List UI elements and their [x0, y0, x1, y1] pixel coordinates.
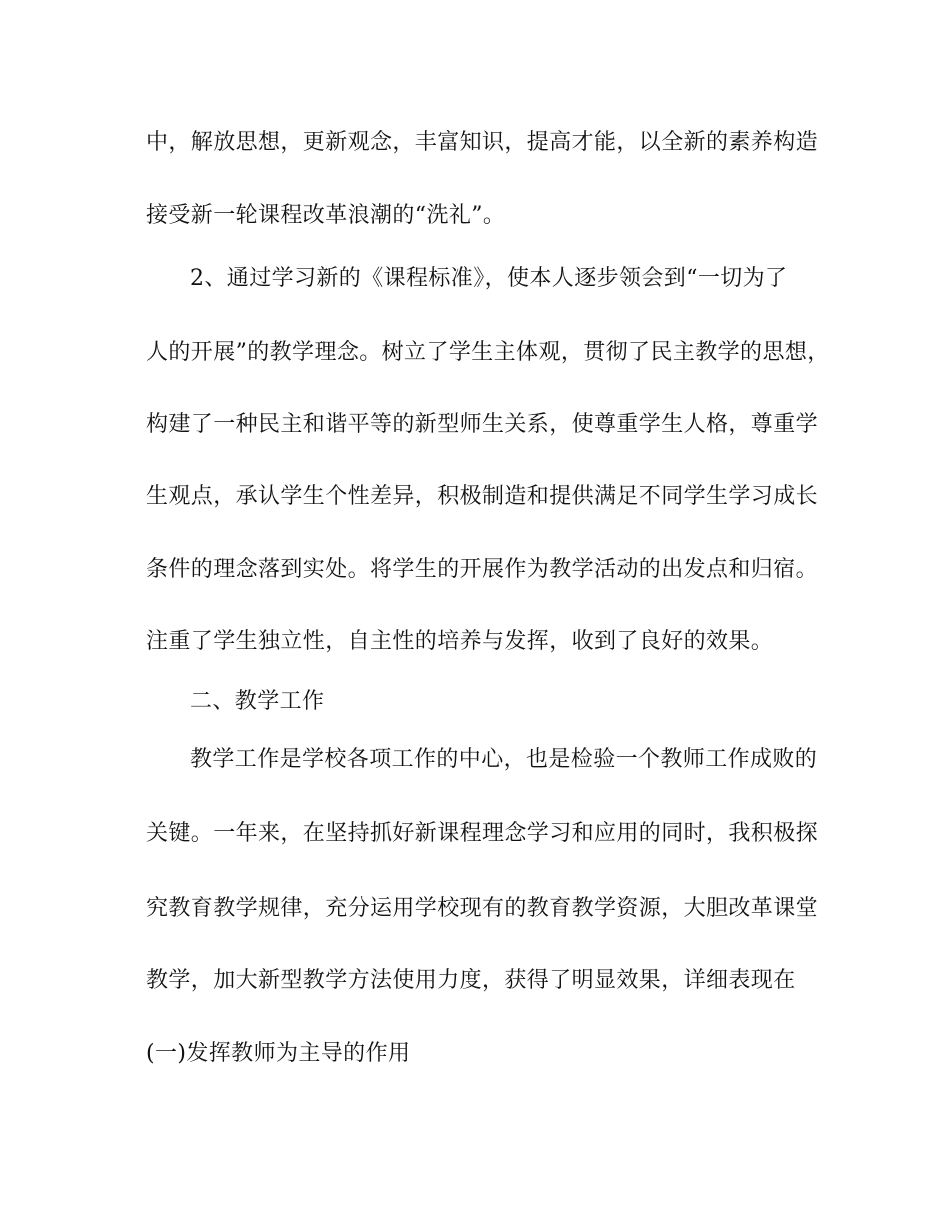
text-line: 接受新一轮课程改革浪潮的“洗礼”。 [146, 203, 506, 228]
text-line: 人的开展”的教学理念。树立了学生主体观，贯彻了民主教学的思想， [146, 340, 830, 365]
text-line: 生观点，承认学生个性差异，积极制造和提供满足不同学生学习成长 [146, 484, 819, 509]
text-line: 关键。一年来，在坚持抓好新课程理念学习和应用的同时，我积极探 [146, 821, 819, 846]
section-heading: 二、教学工作 [190, 689, 325, 714]
text-line: 中，解放思想，更新观念，丰富知识，提高才能，以全新的素养构造 [146, 130, 819, 155]
text-line: 教学，加大新型教学方法使用力度，获得了明显效果，详细表现在 [146, 968, 796, 993]
text-line: 条件的理念落到实处。将学生的开展作为教学活动的出发点和归宿。 [146, 557, 819, 582]
paragraph-start-line: 教学工作是学校各项工作的中心，也是检验一个教师工作成败的 [190, 747, 818, 772]
paragraph-start-line: 2、通过学习新的《课程标准》，使本人逐步领会到“一切为了 [190, 266, 788, 291]
text-line: 构建了一种民主和谐平等的新型师生关系，使尊重学生人格，尊重学 [146, 412, 819, 437]
text-line: 究教育教学规律，充分运用学校现有的教育教学资源，大胆改革课堂 [146, 896, 819, 921]
subsection-heading: (一)发挥教师为主导的作用 [146, 1041, 411, 1066]
text-line: 注重了学生独立性，自主性的培养与发挥，收到了良好的效果。 [146, 629, 774, 654]
